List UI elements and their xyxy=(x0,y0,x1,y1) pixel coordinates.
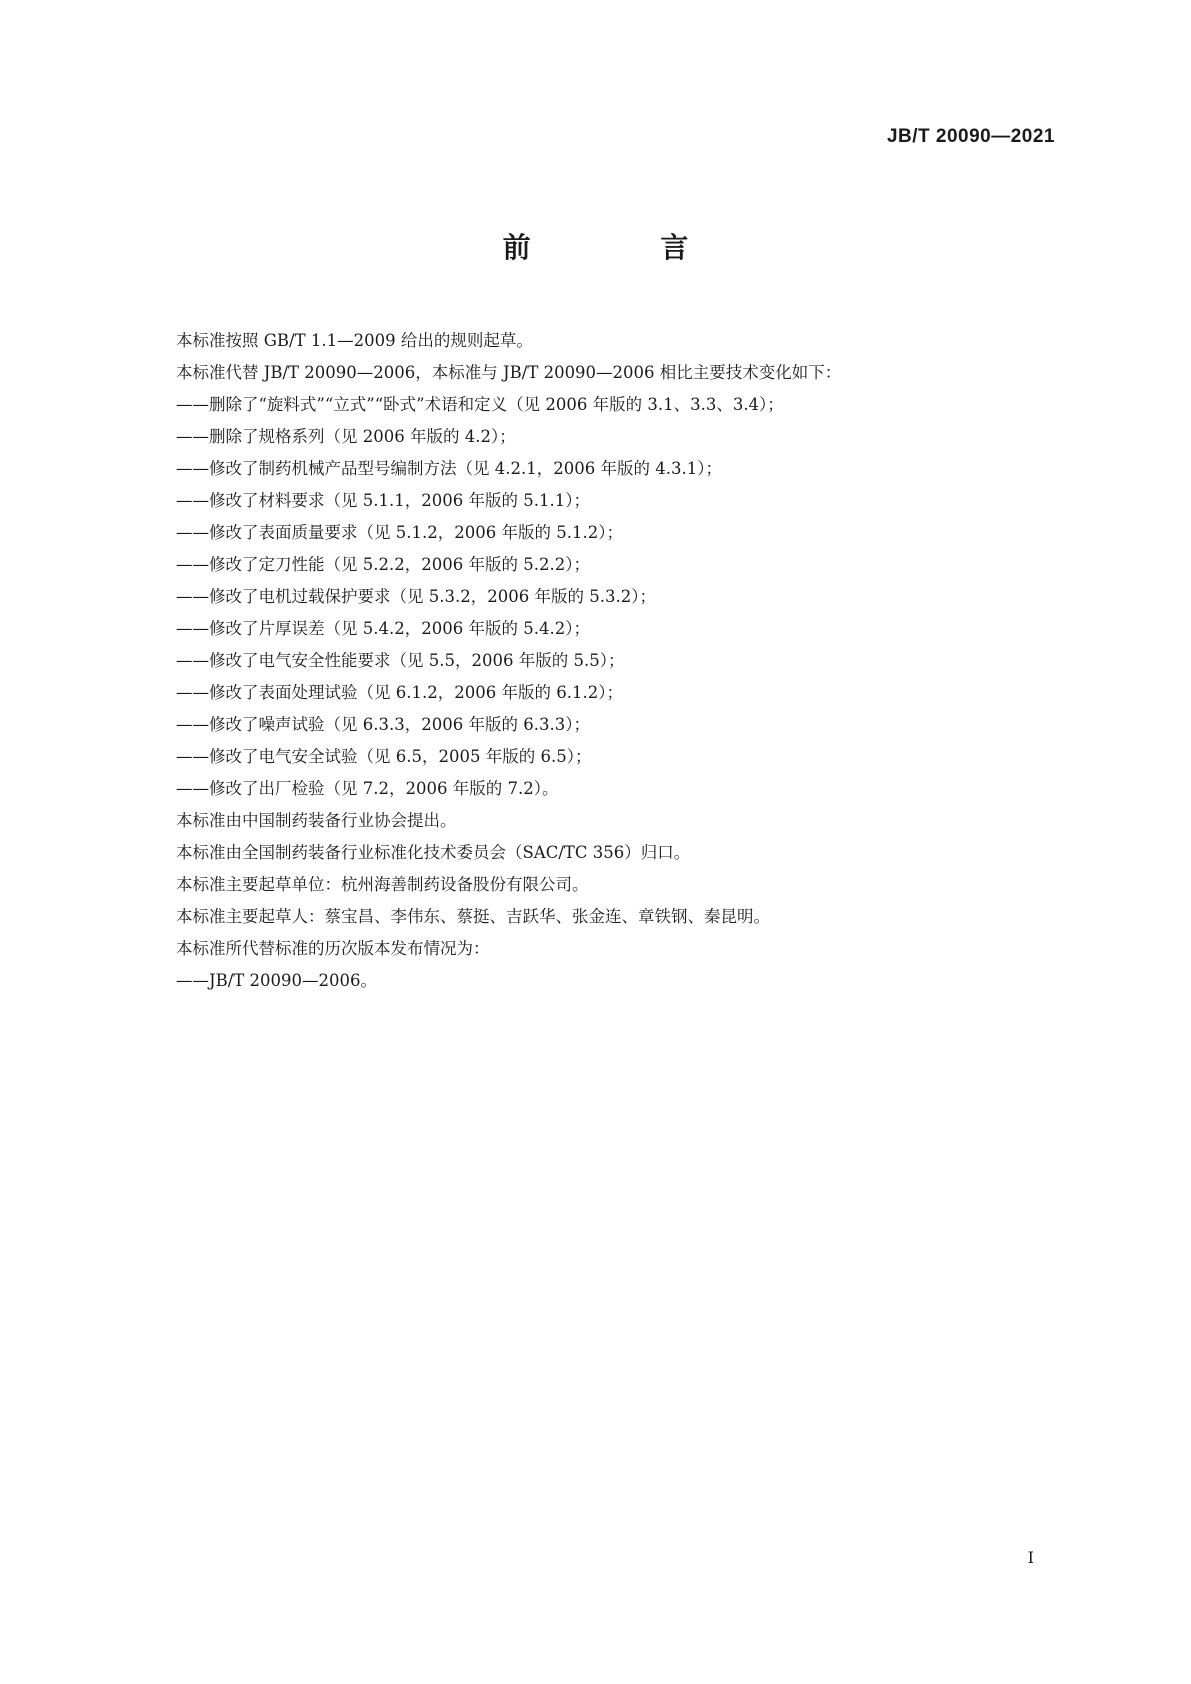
list-item: ——修改了制药机械产品型号编制方法（见 4.2.1，2006 年版的 4.3.1）； xyxy=(176,459,722,478)
list-item: ——修改了表面质量要求（见 5.1.2，2006 年版的 5.1.2）； xyxy=(176,523,623,542)
text-line: 本标准代替 JB/T 20090—2006，本标准与 JB/T 20090—2006 相比主要技术变化如下： xyxy=(176,363,842,382)
list-item: ——修改了表面处理试验（见 6.1.2，2006 年版的 6.1.2）； xyxy=(176,683,623,702)
page-number: I xyxy=(1027,1548,1034,1567)
list-item: ——修改了片厚误差（见 5.4.2，2006 年版的 5.4.2）； xyxy=(176,619,590,638)
list-item: ——JB/T 20090—2006。 xyxy=(176,971,378,990)
standard-code: JB/T 20090—2021 xyxy=(886,126,1055,147)
foreword-body xyxy=(176,325,1056,997)
list-item: ——删除了规格系列（见 2006 年版的 4.2）； xyxy=(176,427,516,446)
text-line: 本标准按照 GB/T 1.1—2009 给出的规则起草。 xyxy=(176,331,533,350)
list-item: ——修改了电气安全性能要求（见 5.5，2006 年版的 5.5）； xyxy=(176,651,625,670)
list-item: ——修改了噪声试验（见 6.3.3，2006 年版的 6.3.3）； xyxy=(176,715,590,734)
text-line: 本标准所代替标准的历次版本发布情况为： xyxy=(176,939,490,958)
text-line: 本标准由中国制药装备行业协会提出。 xyxy=(176,811,457,830)
list-item: ——修改了定刀性能（见 5.2.2，2006 年版的 5.2.2）； xyxy=(176,555,590,574)
text-line: 本标准主要起草单位：杭州海善制药设备股份有限公司。 xyxy=(176,875,589,894)
list-item: ——修改了电机过载保护要求（见 5.3.2，2006 年版的 5.3.2）； xyxy=(176,587,656,606)
text-line: 本标准由全国制药装备行业标准化技术委员会（SAC/TC 356）归口。 xyxy=(176,843,691,862)
list-item: ——删除了“旋料式”“立式”“卧式”术语和定义（见 2006 年版的 3.1、3.3、3.4）； xyxy=(176,395,784,414)
list-item: ——修改了电气安全试验（见 6.5，2005 年版的 6.5）； xyxy=(176,747,592,766)
list-item: ——修改了材料要求（见 5.1.1，2006 年版的 5.1.1）； xyxy=(176,491,590,510)
list-item: ——修改了出厂检验（见 7.2，2006 年版的 7.2）。 xyxy=(176,779,559,798)
text-line: 本标准主要起草人：蔡宝昌、李伟东、蔡挺、吉跃华、张金连、章铁钢、秦昆明。 xyxy=(176,907,770,926)
page-title: 前 言 xyxy=(502,231,749,264)
